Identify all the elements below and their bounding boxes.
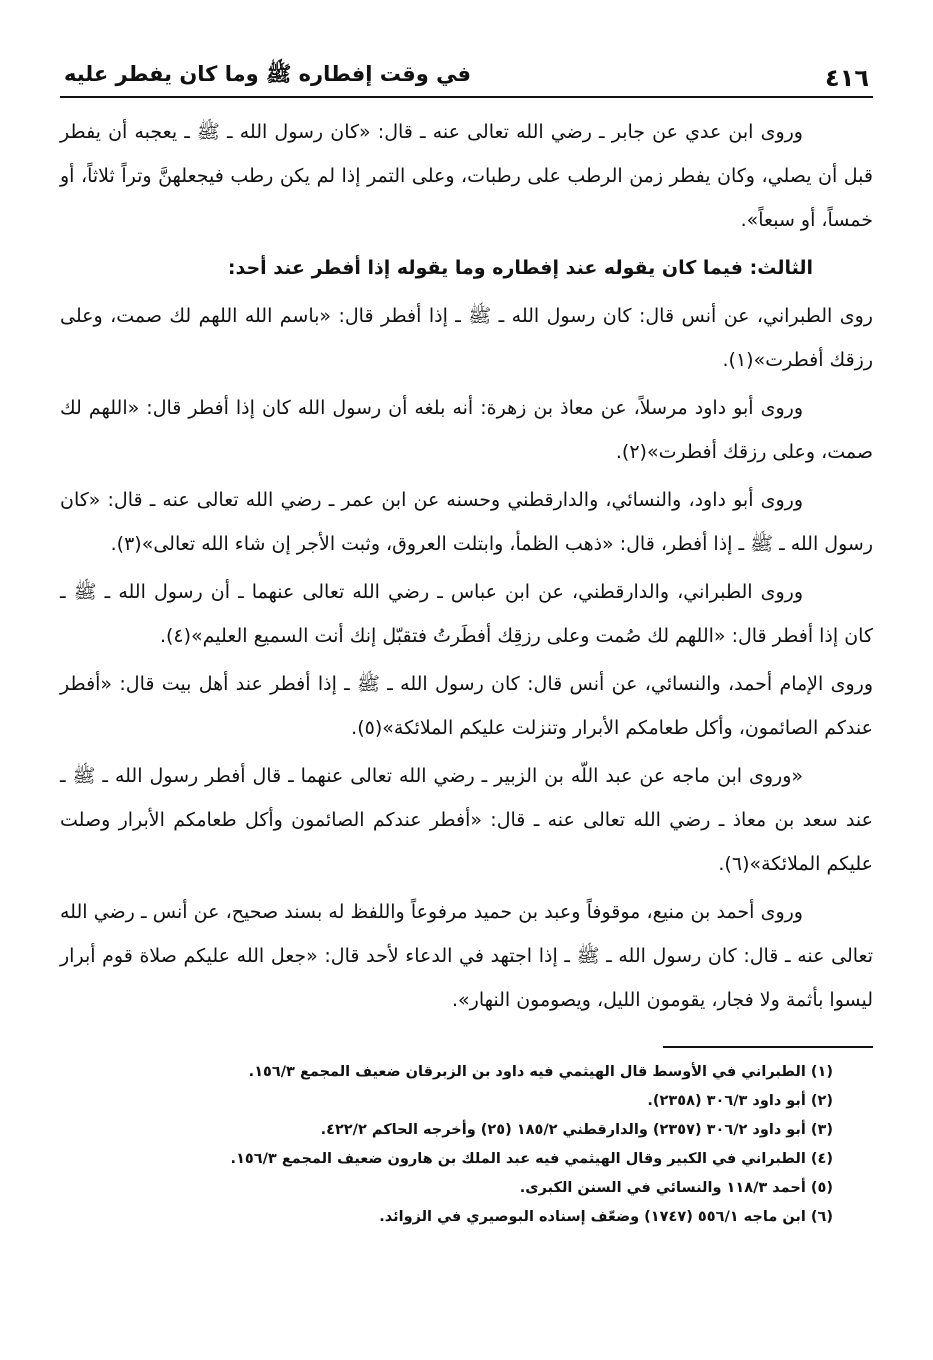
paragraph: روى الطبراني، عن أنس قال: كان رسول الله ـ ﷺ ـ إذا أفطر قال: «باسم الله اللهم لك صمت، وعلى رزقك أفطرت»(١). xyxy=(60,305,873,371)
footnote: (٥) أحمد ١١٨/٣ والنسائي في السنن الكبرى. xyxy=(519,1180,833,1196)
running-header xyxy=(60,52,873,98)
chapter-title: في وقت إفطاره ﷺ وما كان يفطر عليه xyxy=(64,62,472,86)
footnote-separator xyxy=(663,1046,873,1048)
footnote: (٣) أبو داود ٣٠٦/٢ (٢٣٥٧) والدارقطني ١٨٥/٢ (٢٥) وأخرجه الحاكم ٤٢٢/٢. xyxy=(320,1122,833,1138)
paragraph: وروى الإمام أحمد، والنسائي، عن أنس قال: كان رسول الله ـ ﷺ ـ إذا أفطر عند أهل بيت قال: «أفطر عندكم الصائمون، وأكل طعامكم الأبرار وتنزلت عليكم الملائكة»(٥). xyxy=(60,673,873,739)
book-page xyxy=(60,52,873,1232)
paragraph: وروى أبو داود مرسلاً، عن معاذ بن زهرة: أنه بلغه أن رسول الله كان إذا أفطر قال: «اللهم لك صمت، وعلى رزقك أفطرت»(٢). xyxy=(60,397,873,463)
section-heading: الثالث: فيما كان يقوله عند إفطاره وما يقوله إذا أفطر عند أحد: xyxy=(227,257,813,279)
paragraph: وروى ابن عدي عن جابر ـ رضي الله تعالى عنه ـ قال: «كان رسول الله ـ ﷺ ـ يعجبه أن يفطر قبل أن يصلي، وكان يفطر زمن الرطب على رطبات، وعلى التمر إذا لم يكن رطب فيجعلهنَّ وتراً ثلاثاً، أو خمساً، أو سبعاً». xyxy=(60,121,873,231)
footnote: (٤) الطبراني في الكبير وقال الهيثمي فيه عبد الملك بن هارون ضعيف المجمع ١٥٦/٣. xyxy=(230,1151,833,1167)
page-number: ٤١٦ xyxy=(825,64,869,92)
footnote: (٦) ابن ماجه ٥٥٦/١ (١٧٤٧) وضعّف إسناده البوصيري في الزوائد. xyxy=(379,1209,833,1225)
paragraph: وروى أبو داود، والنسائي، والدارقطني وحسنه عن ابن عمر ـ رضي الله تعالى عنه ـ قال: «كان رسول الله ـ ﷺ ـ إذا أفطر، قال: «ذهب الظمأ، وابتلت العروق، وثبت الأجر إن شاء الله تعالى»(٣). xyxy=(60,489,873,555)
footnote: (١) الطبراني في الأوسط قال الهيثمي فيه داود بن الزبرقان ضعيف المجمع ١٥٦/٣. xyxy=(248,1064,833,1080)
footnotes xyxy=(60,1058,873,1232)
paragraph: وروى الطبراني، والدارقطني، عن ابن عباس ـ رضي الله تعالى عنهما ـ أن رسول الله ـ ﷺ ـ كان إذا أفطر قال: «اللهم لك صُمت وعلى رزقِك أفطَرتُ فتقبّل إنك أنت السميع العليم»(٤). xyxy=(60,581,873,647)
paragraph: وروى أحمد بن منيع، موقوفاً وعبد بن حميد مرفوعاً واللفظ له بسند صحيح، عن أنس ـ رضي الله تعالى عنه ـ قال: كان رسول الله ـ ﷺ ـ إذا اجتهد في الدعاء لأحد قال: «جعل الله عليكم صلاة قوم أبرار ليسوا بأثمة ولا فجار، يقومون الليل، ويصومون النهار». xyxy=(60,901,873,1011)
main-text xyxy=(60,110,873,1022)
paragraph: «وروى ابن ماجه عن عبد اللّه بن الزبير ـ رضي الله تعالى عنهما ـ قال أفطر رسول الله ـ ﷺ ـ عند سعد بن معاذ ـ رضي الله تعالى عنه ـ قال: «أفطر عندكم الصائمون وأكل طعامكم الأبرار وصلت عليكم الملائكة»(٦). xyxy=(60,765,873,875)
footnote: (٢) أبو داود ٣٠٦/٣ (٢٣٥٨). xyxy=(647,1093,833,1109)
